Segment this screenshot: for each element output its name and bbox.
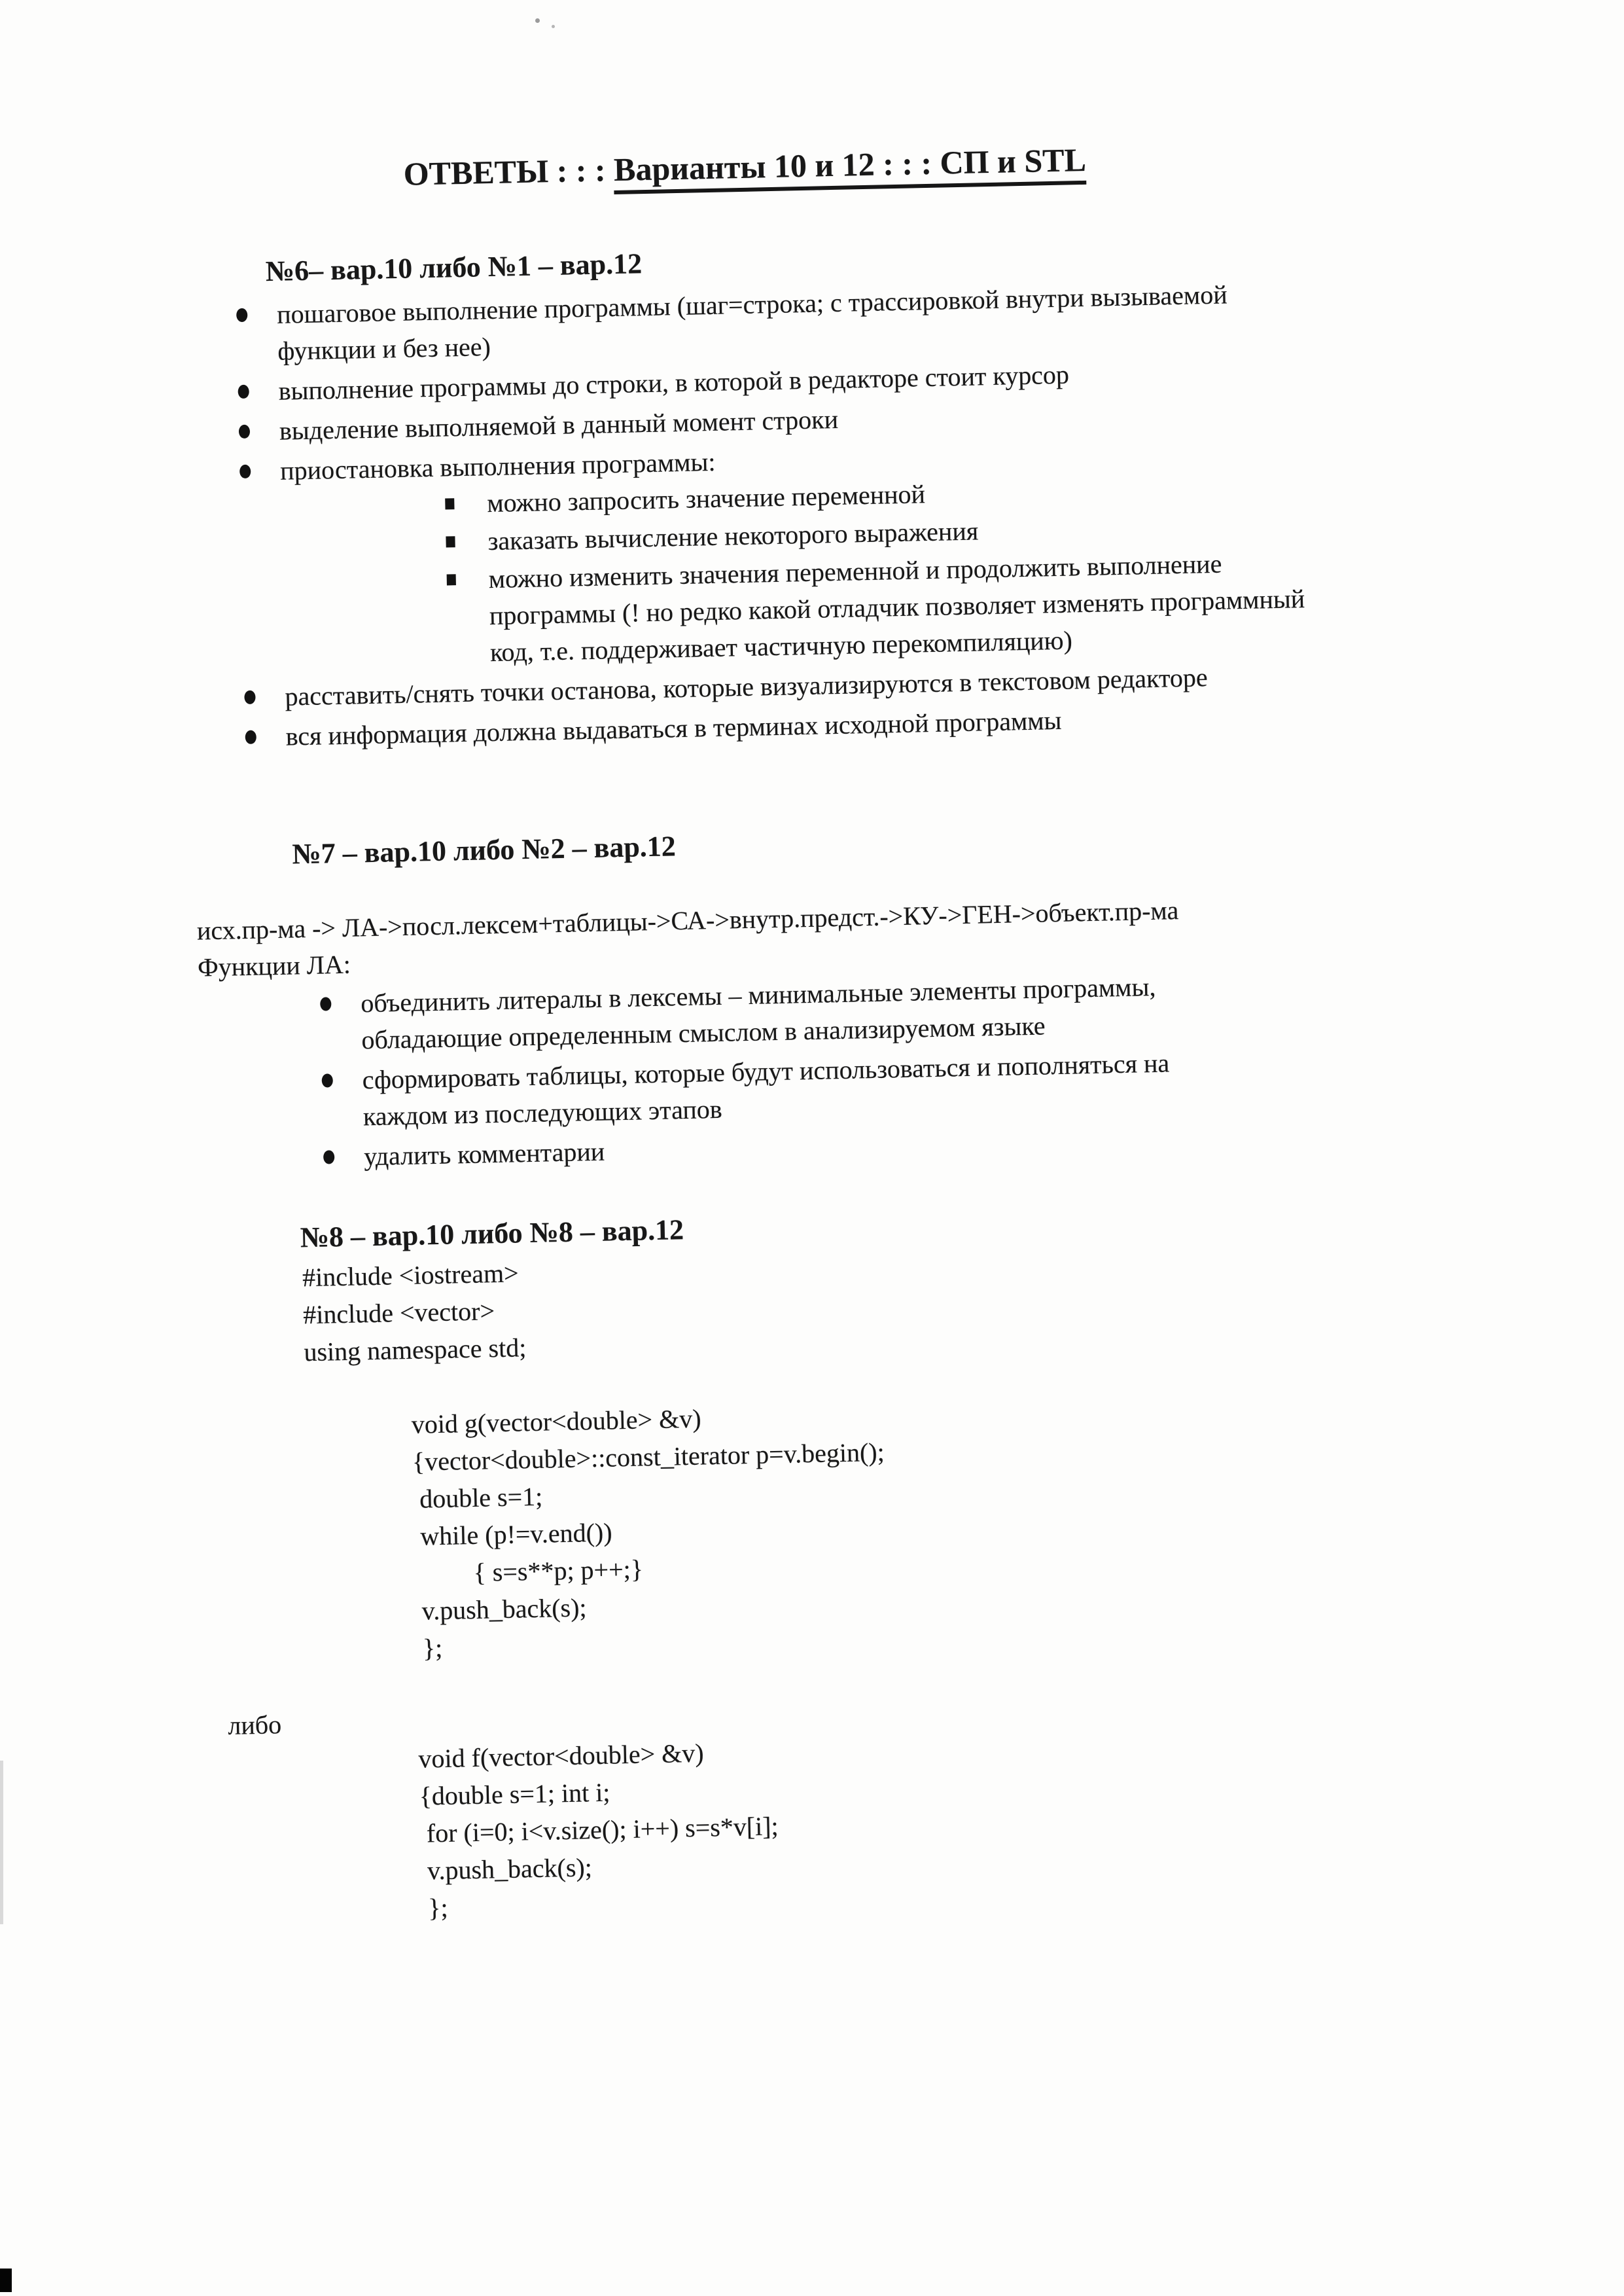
code-line: v.push_back(s); <box>420 1852 593 1886</box>
q6-bullet-list <box>226 268 1615 756</box>
code-line: v.push_back(s); <box>415 1592 587 1626</box>
compiler-pipeline-text: исх.пр-ма -> ЛА->посл.лексем+таблицы->СА->внутр.предст.->КУ->ГЕН->объект.пр-ма <box>196 895 1179 946</box>
bullet-square-icon <box>446 536 455 547</box>
code-line: {double s=1; int i; <box>419 1777 610 1811</box>
text-line: пошаговое выполнение программы (шаг=строка; с трассировкой внутри вызываемой <box>276 279 1228 329</box>
text-line: вся информация должна выдаваться в терминах исходной программы <box>285 705 1062 751</box>
text-line: сформировать таблицы, которые будут использоваться и пополняться на <box>362 1048 1170 1095</box>
code-line: #include <vector> <box>302 1296 495 1330</box>
bullet-square-icon <box>445 498 454 509</box>
text-line: объединить литералы в лексемы – минимальные элементы программы, <box>360 971 1156 1018</box>
text-line: можно изменить значения переменной и продолжить выполнение <box>488 548 1222 594</box>
la-functions-intro: Функции ЛА: <box>197 949 351 982</box>
section-q8-heading: №8 – вар.10 либо №8 – вар.12 <box>300 1213 684 1254</box>
code-line: using namespace std; <box>303 1333 527 1367</box>
text-line: расставить/снять точки останова, которые визуализируются в текстовом редакторе <box>284 662 1209 711</box>
list-item <box>229 425 1614 676</box>
code-line: void g(vector<double> &v) <box>411 1403 701 1439</box>
code-line: }; <box>415 1632 443 1663</box>
code-line: while (p!=v.end()) <box>413 1517 612 1551</box>
code-line: for (i=0; i<v.size(); i++) s=s*v[i]; <box>419 1811 779 1848</box>
bullet-dot-icon <box>238 385 249 399</box>
code-line: }; <box>421 1892 449 1923</box>
bullet-dot-icon <box>245 730 256 744</box>
scan-edge-smudge <box>0 1761 3 1924</box>
text-line: заказать вычисление некоторого выражения <box>487 516 979 556</box>
code-line: void f(vector<double> &v) <box>418 1738 704 1774</box>
text-line: программы (! но редко какой отладчик позволяет изменять программный <box>489 584 1305 631</box>
alternative-label: либо <box>227 1710 282 1740</box>
scan-speck <box>535 18 540 23</box>
text-line: функции и без нее) <box>277 332 491 366</box>
section-q7-heading: №7 – вар.10 либо №2 – вар.12 <box>291 830 677 870</box>
text-line: код, т.е. поддерживает частичную перекомпиляцию) <box>489 625 1073 668</box>
text-line: каждом из последующих этапов <box>362 1094 723 1132</box>
scan-corner-mark <box>0 2269 12 2292</box>
code-block-f <box>418 1715 1624 1927</box>
code-line: #include <iostream> <box>302 1258 520 1293</box>
text-line: обладающие определенным смыслом в анализируемом языке <box>361 1011 1046 1055</box>
text-line: выполнение программы до строки, в которой в редакторе стоит курсор <box>278 359 1070 406</box>
text-line: приостановка выполнения программы: <box>279 446 716 486</box>
bullet-dot-icon <box>323 1150 334 1164</box>
document-title-lead: ОТВЕТЫ : : : <box>403 151 614 192</box>
bullet-dot-icon <box>239 425 250 439</box>
bullet-dot-icon <box>322 1073 333 1087</box>
bullet-dot-icon <box>320 997 331 1011</box>
code-line: { s=s**p; p++;} <box>414 1554 644 1588</box>
section-q6-heading: №6– вар.10 либо №1 – вар.12 <box>265 247 643 288</box>
list-item <box>437 537 1614 672</box>
bullet-dot-icon <box>236 308 247 322</box>
q7-bullet-list <box>309 959 1624 1176</box>
bullet-dot-icon <box>239 465 251 478</box>
bullet-dot-icon <box>244 691 255 704</box>
code-block-g <box>411 1380 1624 1667</box>
bullet-square-icon <box>447 574 456 585</box>
text-line: выделение выполняемой в данный момент строки <box>279 404 839 446</box>
document-title-underlined: Варианты 10 и 12 : : : СП и STL <box>613 141 1086 194</box>
scan-speck <box>552 25 555 28</box>
text-line: можно запросить значение переменной <box>486 479 926 518</box>
document-title <box>403 128 1604 194</box>
code-line: double s=1; <box>412 1481 543 1514</box>
code-line: {vector<double>::const_iterator p=v.begin(); <box>412 1437 885 1477</box>
q6-sub-bullet-list <box>436 461 1614 672</box>
text-line: удалить комментарии <box>363 1136 605 1172</box>
